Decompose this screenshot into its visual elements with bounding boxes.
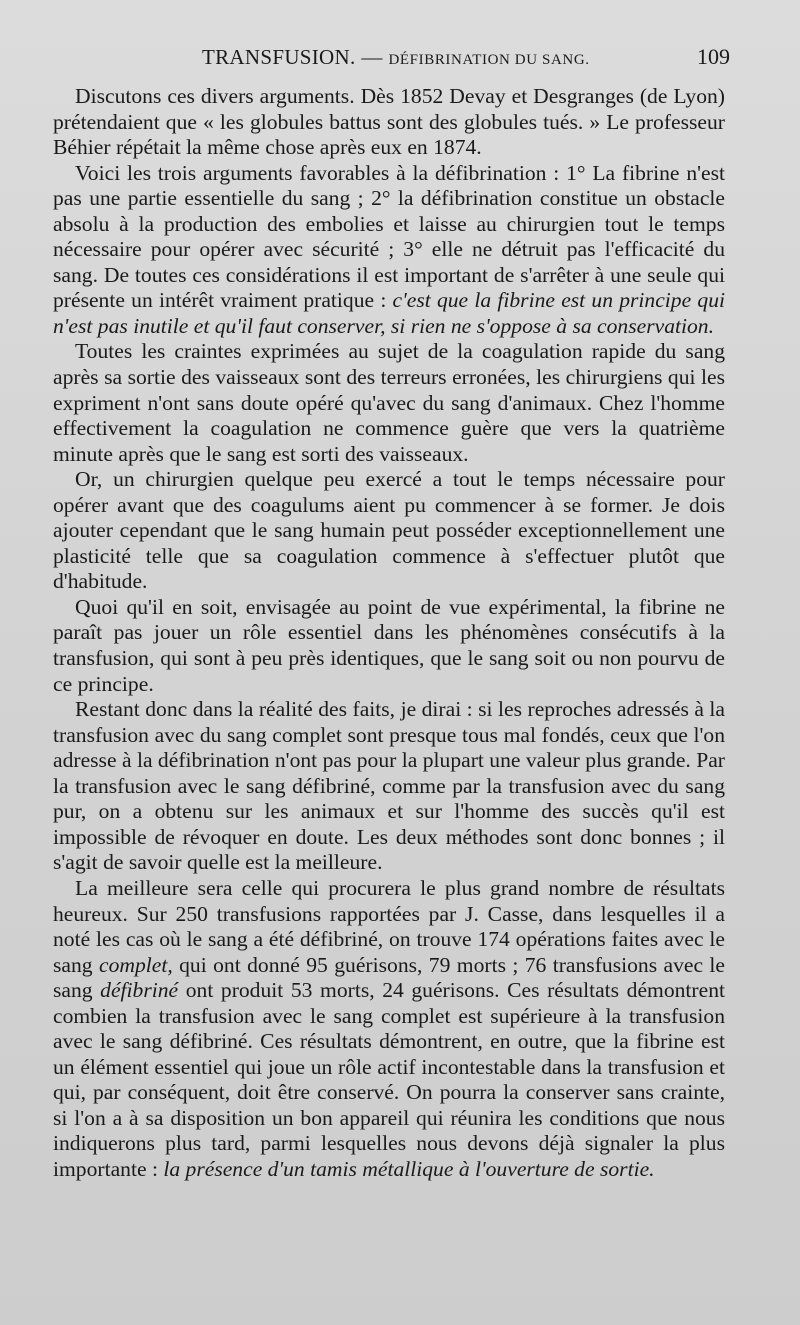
- running-dash: —: [361, 45, 383, 69]
- paragraph-3: Toutes les craintes exprimées au sujet de la coagulation rapide du sang après sa sortie des vaisseaux sont des terreurs erronées, les chirurgiens qui les expriment n'ont sans doute opéré qu'avec du sang d'animaux. Chez l'homme effectivement la coagulation ne commence guère que vers la quatrième minute après que le sang est sorti des vaisseaux.: [53, 339, 725, 466]
- page-header: [52, 44, 730, 74]
- paragraph-7-text-e: ont produit 53 morts, 24 guérisons. Ces résultats démontrent combien la transfusion avec le sang complet est supérieure à la transfusion avec le sang défibriné. Ces résultats démontrent, en outre, que la fibrine est un élément essentiel qui joue un rôle actif incontestable dans la transfusion et qui, par conséquent, doit être conservé. On pourra la conserver sans crainte, si l'on a à sa disposition un bon appareil qui réunira les conditions que nous indiquerons plus tard, parmi lesquelles nous devons déjà signaler la plus importante :: [53, 978, 725, 1181]
- paragraph-1: Discutons ces divers arguments. Dès 1852 Devay et Desgranges (de Lyon) prétendaient que « les globules battus sont des globules tués. » Le professeur Béhier répétait la même chose après eux en 1874.: [53, 84, 725, 160]
- running-head: [202, 44, 590, 70]
- paragraph-2-italic: c'est que la fibrine est un principe qui n'est pas inutile et qu'il faut conserver, si rien ne s'oppose à sa conservation.: [53, 288, 726, 338]
- running-title: TRANSFUSION.: [202, 45, 356, 69]
- page-number: 109: [697, 44, 730, 69]
- paragraph-2-text: Voici les trois arguments favorables à la défibrination : 1° La fibrine n'est pas une partie essentielle du sang ; 2° la défibrination constitue un obstacle absolu à la production des embolies et laisse au chirurgien tout le temps nécessaire pour opérer avec sécurité ; 3° elle ne détruit pas l'efficacité du sang. De toutes ces considérations il est important de s'arrêter à une seule qui présente un intérêt vraiment pratique :: [53, 160, 725, 313]
- paragraph-7-text-c: qui ont donné 95 guérisons, 79 morts ; 76 transfusions avec le sang: [53, 952, 726, 1003]
- paragraph-4: Or, un chirurgien quelque peu exercé a tout le temps nécessaire pour opérer avant que des coagulums aient pu commencer à se former. Je dois ajouter cependant que le sang humain peut posséder exceptionnellement une plasticité telle que sa coagulation commence à s'effectuer plutôt que d'habitude.: [53, 467, 725, 594]
- paragraph-7-text-a: La meilleure sera celle qui procurera le plus grand nombre de résultats heureux. Sur 250 transfusions rapportées par J. Casse, dans lesquelles il a noté les cas où le sang a été défibriné, on trouve 174 opérations faites avec le sang: [53, 875, 725, 977]
- running-subtitle: DÉFIBRINATION DU SANG.: [388, 52, 590, 68]
- paragraph-6: Restant donc dans la réalité des faits, je dirai : si les reproches adressés à la transfusion avec du sang complet sont presque tous mal fondés, ceux que l'on adresse à la défibrination n'ont pas pour la plupart une valeur plus grande. Par la transfusion avec le sang défibriné, comme par la transfusion avec du sang pur, on a obtenu sur les animaux et sur l'homme des succès qu'il est impossible de révoquer en doute. Les deux méthodes sont donc bonnes ; il s'agit de savoir quelle est la meilleure.: [53, 697, 725, 875]
- paragraph-7-italic-complet: complet,: [98, 952, 173, 977]
- paragraph-2: [53, 161, 725, 340]
- paragraph-7: [53, 876, 725, 1183]
- body-text: [53, 84, 725, 1183]
- paragraph-5: Quoi qu'il en soit, envisagée au point de vue expérimental, la fibrine ne paraît pas jouer un rôle essentiel dans les phénomènes consécutifs à la transfusion, qui sont à peu près identiques, que le sang soit ou non pourvu de ce principe.: [53, 594, 725, 696]
- paragraph-7-italic-defibrine: défibriné: [100, 978, 179, 1003]
- paragraph-7-italic-conclusion: la présence d'un tamis métallique à l'ouverture de sortie.: [163, 1156, 655, 1181]
